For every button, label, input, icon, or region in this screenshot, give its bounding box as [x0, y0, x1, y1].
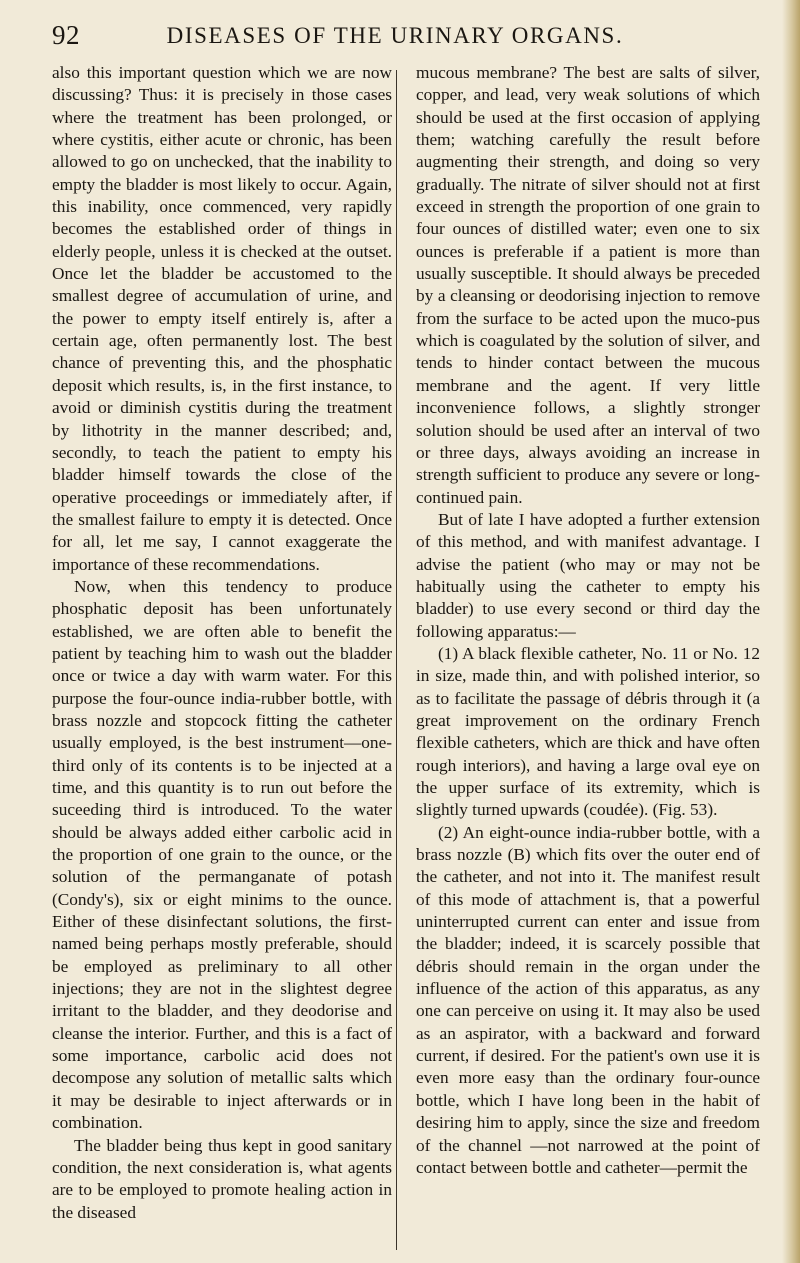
left-column — [52, 62, 392, 1224]
paragraph: But of late I have adopted a further extension of this method, and with manifest advantage. I advise the patient (who may or may not be habitually using the catheter to empty his bladder) to use every second or third day the following apparatus:— — [416, 509, 760, 641]
running-title: DISEASES OF THE URINARY ORGANS. — [166, 23, 624, 48]
paragraph: mucous membrane? The best are salts of silver, copper, and lead, very weak solutions of which should be used at the first occasion of applying them; watching carefully the result before augmenting their strength, and doing so very gradually. The nitrate of silver should not at first exceed in strength the proportion of one grain to four ounces of distilled water; even one to six ounces is preferable if a patient is more than usually susceptible. It should always be preceded by a cleansing or deodorising injection to remove from the surface to be acted upon the muco-pus which is coagulated by the solution of silver, and tends to hinder contact between the mucous membrane and the agent. If very little inconvenience follows, a slightly stronger solution should be used after an interval of two or three days, always avoiding an increase in strength sufficient to produce any severe or long-continued pain. — [416, 63, 760, 507]
text-columns — [52, 62, 768, 1252]
page-number: 92 — [52, 20, 80, 50]
paragraph: The bladder being thus kept in good sanitary condition, the next consideration is, what agents are to be employed to promote healing action in the diseased — [52, 1135, 392, 1222]
page-header — [22, 18, 768, 52]
paragraph: Now, when this tendency to produce phosphatic deposit has been unfortunately established, we are often able to benefit the patient by teaching him to wash out the bladder once or twice a day with warm water. For this purpose the four-ounce india-rubber bottle, with brass nozzle and stopcock fitting the catheter usually employed, is the best instrument—one-third only of its contents is to be injected at a time, and this quantity is to run out before the suceeding third is introduced. To the water should be always added either carbolic acid in the proportion of one grain to the ounce, or the solution of the permanganate of potash (Condy's), six or eight minims to the ounce. Either of these disinfectant solutions, the first-named being perhaps mostly preferable, should be employed as preliminary to all other injections; they are not in the slightest degree irritant to the bladder, and they deodorise and cleanse the interior. Further, and this is a fact of some importance, carbolic acid does not decompose any solution of metallic salts which it may be desirable to inject afterwards or in combination. — [52, 576, 392, 1133]
right-column — [416, 62, 760, 1179]
page-edge-shadow — [782, 0, 800, 1263]
paragraph: (2) An eight-ounce india-rubber bottle, with a brass nozzle (B) which fits over the outer end of the catheter, and not into it. The manifest result of this mode of attachment is, that a powerful uninterrupted current can enter and issue from the bladder; indeed, it is scarcely possible that débris should remain in the organ under the influence of the action of this apparatus, as any one can perceive on using it. It may also be used as an aspirator, with a backward and forward current, if desired. For the patient's own use it is even more easy than the ordinary four-ounce bottle, which I have long been in the habit of desiring him to apply, since the size and freedom of the channel —not narrowed at the point of contact between bottle and catheter—permit the — [416, 822, 760, 1177]
paragraph: (1) A black flexible catheter, No. 11 or No. 12 in size, made thin, and with polished interior, so as to facilitate the passage of débris through it (a great improvement on the ordinary French flexible catheters, which are thick and have often rough interiors), and having a large oval eye on the upper surface of its extremity, which is slightly turned upwards (coudée). (Fig. 53). — [416, 643, 760, 820]
paragraph: also this important question which we are now discussing? Thus: it is precisely in those cases where the treatment has been prolonged, or where cystitis, either acute or chronic, has been allowed to go on unchecked, that the inability to empty the bladder is most likely to occur. Again, this inability, once commenced, very rapidly becomes the established order of things in elderly people, unless it is checked at the outset. Once let the bladder be accustomed to the smallest degree of accumulation of urine, and the power to empty itself entirely is, after a certain age, often permanently lost. The best chance of preventing this, and the phosphatic deposit which results, is, in the first instance, to avoid or diminish cystitis during the treatment by lithotrity in the manner described; and, secondly, to teach the patient to empty his bladder himself towards the close of the operative proceedings or immediately after, if the smallest failure to empty it is detected. Once for all, let me say, I cannot exaggerate the importance of these recommendations. — [52, 63, 392, 574]
